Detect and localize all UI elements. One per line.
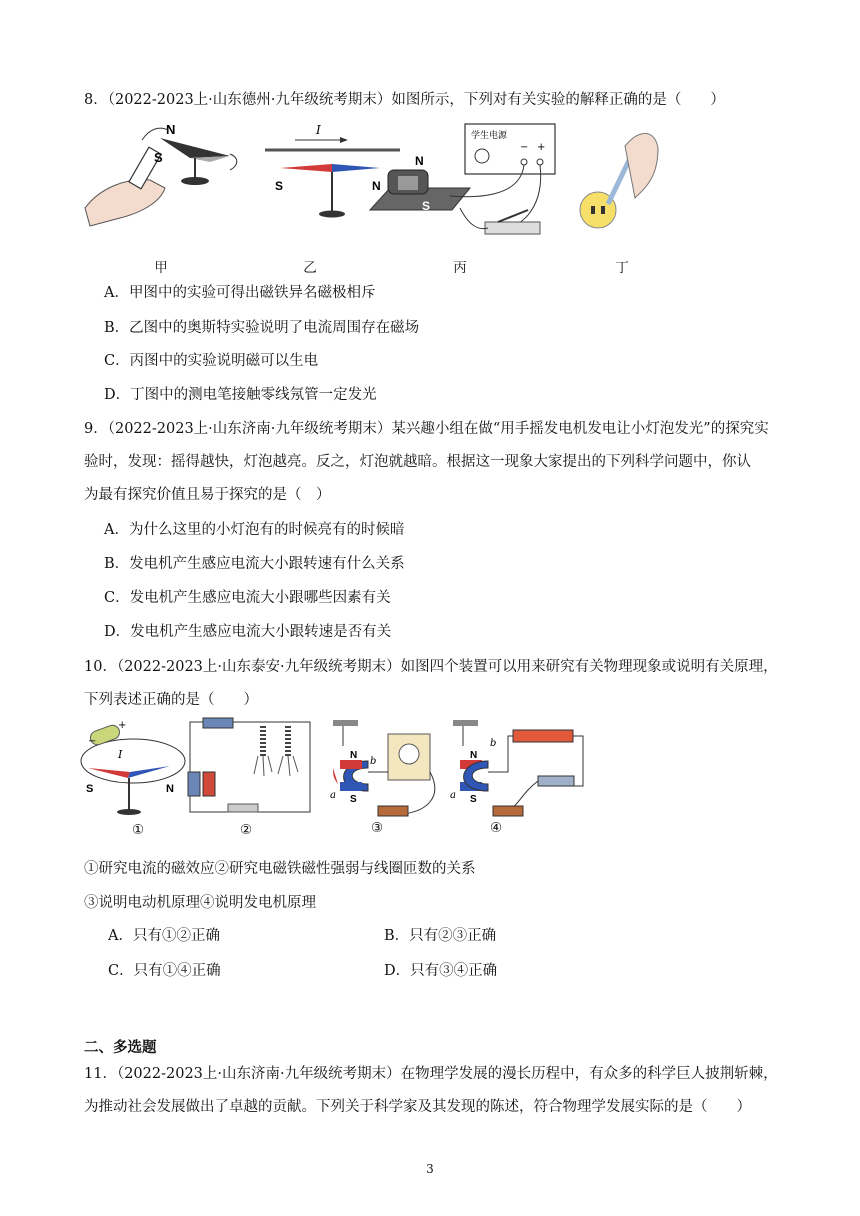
question-10-stem-line-1: 10．（2022-2023上·山东泰安·九年级统考期末）如图四个装置可以用来研究有关物理现象或说明有关原理， (84, 659, 778, 675)
figure-bing-n-label: N (415, 154, 424, 168)
figure-3-b-label: b (370, 756, 377, 767)
page-number: 3 (426, 1162, 434, 1176)
figure-jia (85, 122, 237, 226)
question-8-option-d[interactable]: D．丁图中的测电笔接触零线氖管一定发光 (104, 387, 377, 403)
figure-bing-power-label: 学生电源 (471, 130, 508, 140)
question-10-statement-2: ③说明电动机原理④说明发电机原理 (84, 895, 316, 911)
figure-caption-yi: 乙 (303, 260, 317, 276)
figure-jia-n-label: N (166, 122, 176, 137)
question-8-option-c[interactable]: C．丙图中的实验说明磁可以生电 (104, 353, 319, 369)
question-8-figures (80, 118, 660, 248)
question-10-option-d[interactable]: D．只有③④正确 (384, 963, 498, 979)
question-10-option-c[interactable]: C．只有①④正确 (108, 963, 221, 979)
figure-ding (580, 133, 658, 228)
question-8-option-a[interactable]: A．甲图中的实验可得出磁铁异名磁极相斥 (104, 285, 376, 301)
question-10-option-a[interactable]: A．只有①②正确 (108, 928, 220, 944)
figure-3-n-label: N (350, 750, 358, 761)
question-10-stem-line-2: 下列表述正确的是（ ） (84, 692, 258, 708)
question-11-stem-line-2: 为推动社会发展做出了卓越的贡献。下列关于科学家及其发现的陈述，符合物理学发展实际的是（ ） (84, 1099, 751, 1115)
figure-yi-n-label: N (372, 179, 381, 193)
figure-caption-jia: 甲 (154, 260, 168, 276)
figure-caption-1: ① (131, 822, 145, 838)
question-10 (84, 651, 784, 717)
figure-1 (81, 720, 185, 815)
question-9-option-c[interactable]: C．发电机产生感应电流大小跟哪些因素有关 (104, 590, 391, 606)
figure-bing-plus: + (537, 142, 546, 153)
figure-caption-bing: 丙 (453, 260, 467, 276)
question-9-option-a[interactable]: A．为什么这里的小灯泡有的时候亮有的时候暗 (104, 522, 405, 538)
figure-1-current: I (118, 748, 123, 761)
figure-bing-s-label: S (422, 199, 431, 213)
question-8-stem: 8．（2022-2023上·山东德州·九年级统考期末）如图所示，下列对有关实验的解释正确的是（ ） (84, 92, 725, 108)
question-9-option-d[interactable]: D．发电机产生感应电流大小跟转速是否有关 (104, 624, 392, 640)
figure-4-s-label: S (470, 794, 477, 805)
question-11-stem-line-1: 11．（2022-2023上·山东济南·九年级统考期末）在物理学发展的漫长历程中，有众多的科学巨人披荆斩棘， (84, 1066, 778, 1082)
question-9-stem-line-3: 为最有探究价值且易于探究的是（ ） (84, 487, 331, 503)
question-9 (84, 413, 784, 512)
figure-yi-current-label: I (316, 123, 321, 137)
figure-caption-2: ② (239, 822, 253, 838)
question-11 (84, 1058, 784, 1124)
question-10-figures (78, 716, 598, 826)
question-9-stem-line-1: 9．（2022-2023上·山东济南·九年级统考期末）某兴趣小组在做“用手摇发电机发电让小灯泡发光”的探究实 (84, 421, 769, 437)
figure-bing-minus: − (520, 142, 529, 153)
figure-4 (450, 720, 583, 816)
question-8-option-b[interactable]: B．乙图中的奥斯特实验说明了电流周围存在磁场 (104, 320, 420, 336)
figure-yi-s-label: S (275, 179, 284, 193)
figure-4-n-label: N (470, 750, 478, 761)
figure-4-b-label: b (490, 738, 497, 749)
figure-4-a-label: a (450, 790, 456, 801)
figure-1-minus: − (88, 736, 97, 747)
figure-jia-s-label: S (154, 150, 163, 165)
figure-1-n-label: N (166, 783, 174, 795)
figure-caption-ding: 丁 (615, 260, 629, 276)
figure-caption-3: ③ (370, 820, 384, 836)
figure-1-s-label: S (86, 783, 94, 795)
question-8 (84, 84, 784, 117)
question-9-stem-line-2: 验时，发现：摇得越快，灯泡越亮。反之，灯泡就越暗。根据这一现象大家提出的下列科学问题中，你认 (84, 454, 751, 470)
figure-caption-4: ④ (489, 820, 503, 836)
figure-bing (370, 124, 555, 234)
figure-3-a-label: a (330, 790, 336, 801)
question-10-option-b[interactable]: B．只有②③正确 (384, 928, 497, 944)
figure-1-plus: + (118, 720, 127, 731)
figure-2 (188, 718, 310, 812)
question-10-statement-1: ①研究电流的磁效应②研究电磁铁磁性强弱与线圈匝数的关系 (84, 861, 476, 877)
figure-3 (330, 720, 435, 816)
question-9-option-b[interactable]: B．发电机产生感应电流大小跟转速有什么关系 (104, 556, 405, 572)
section-heading-multiple-choice: 二、多选题 (84, 1040, 157, 1056)
figure-3-s-label: S (350, 794, 357, 805)
